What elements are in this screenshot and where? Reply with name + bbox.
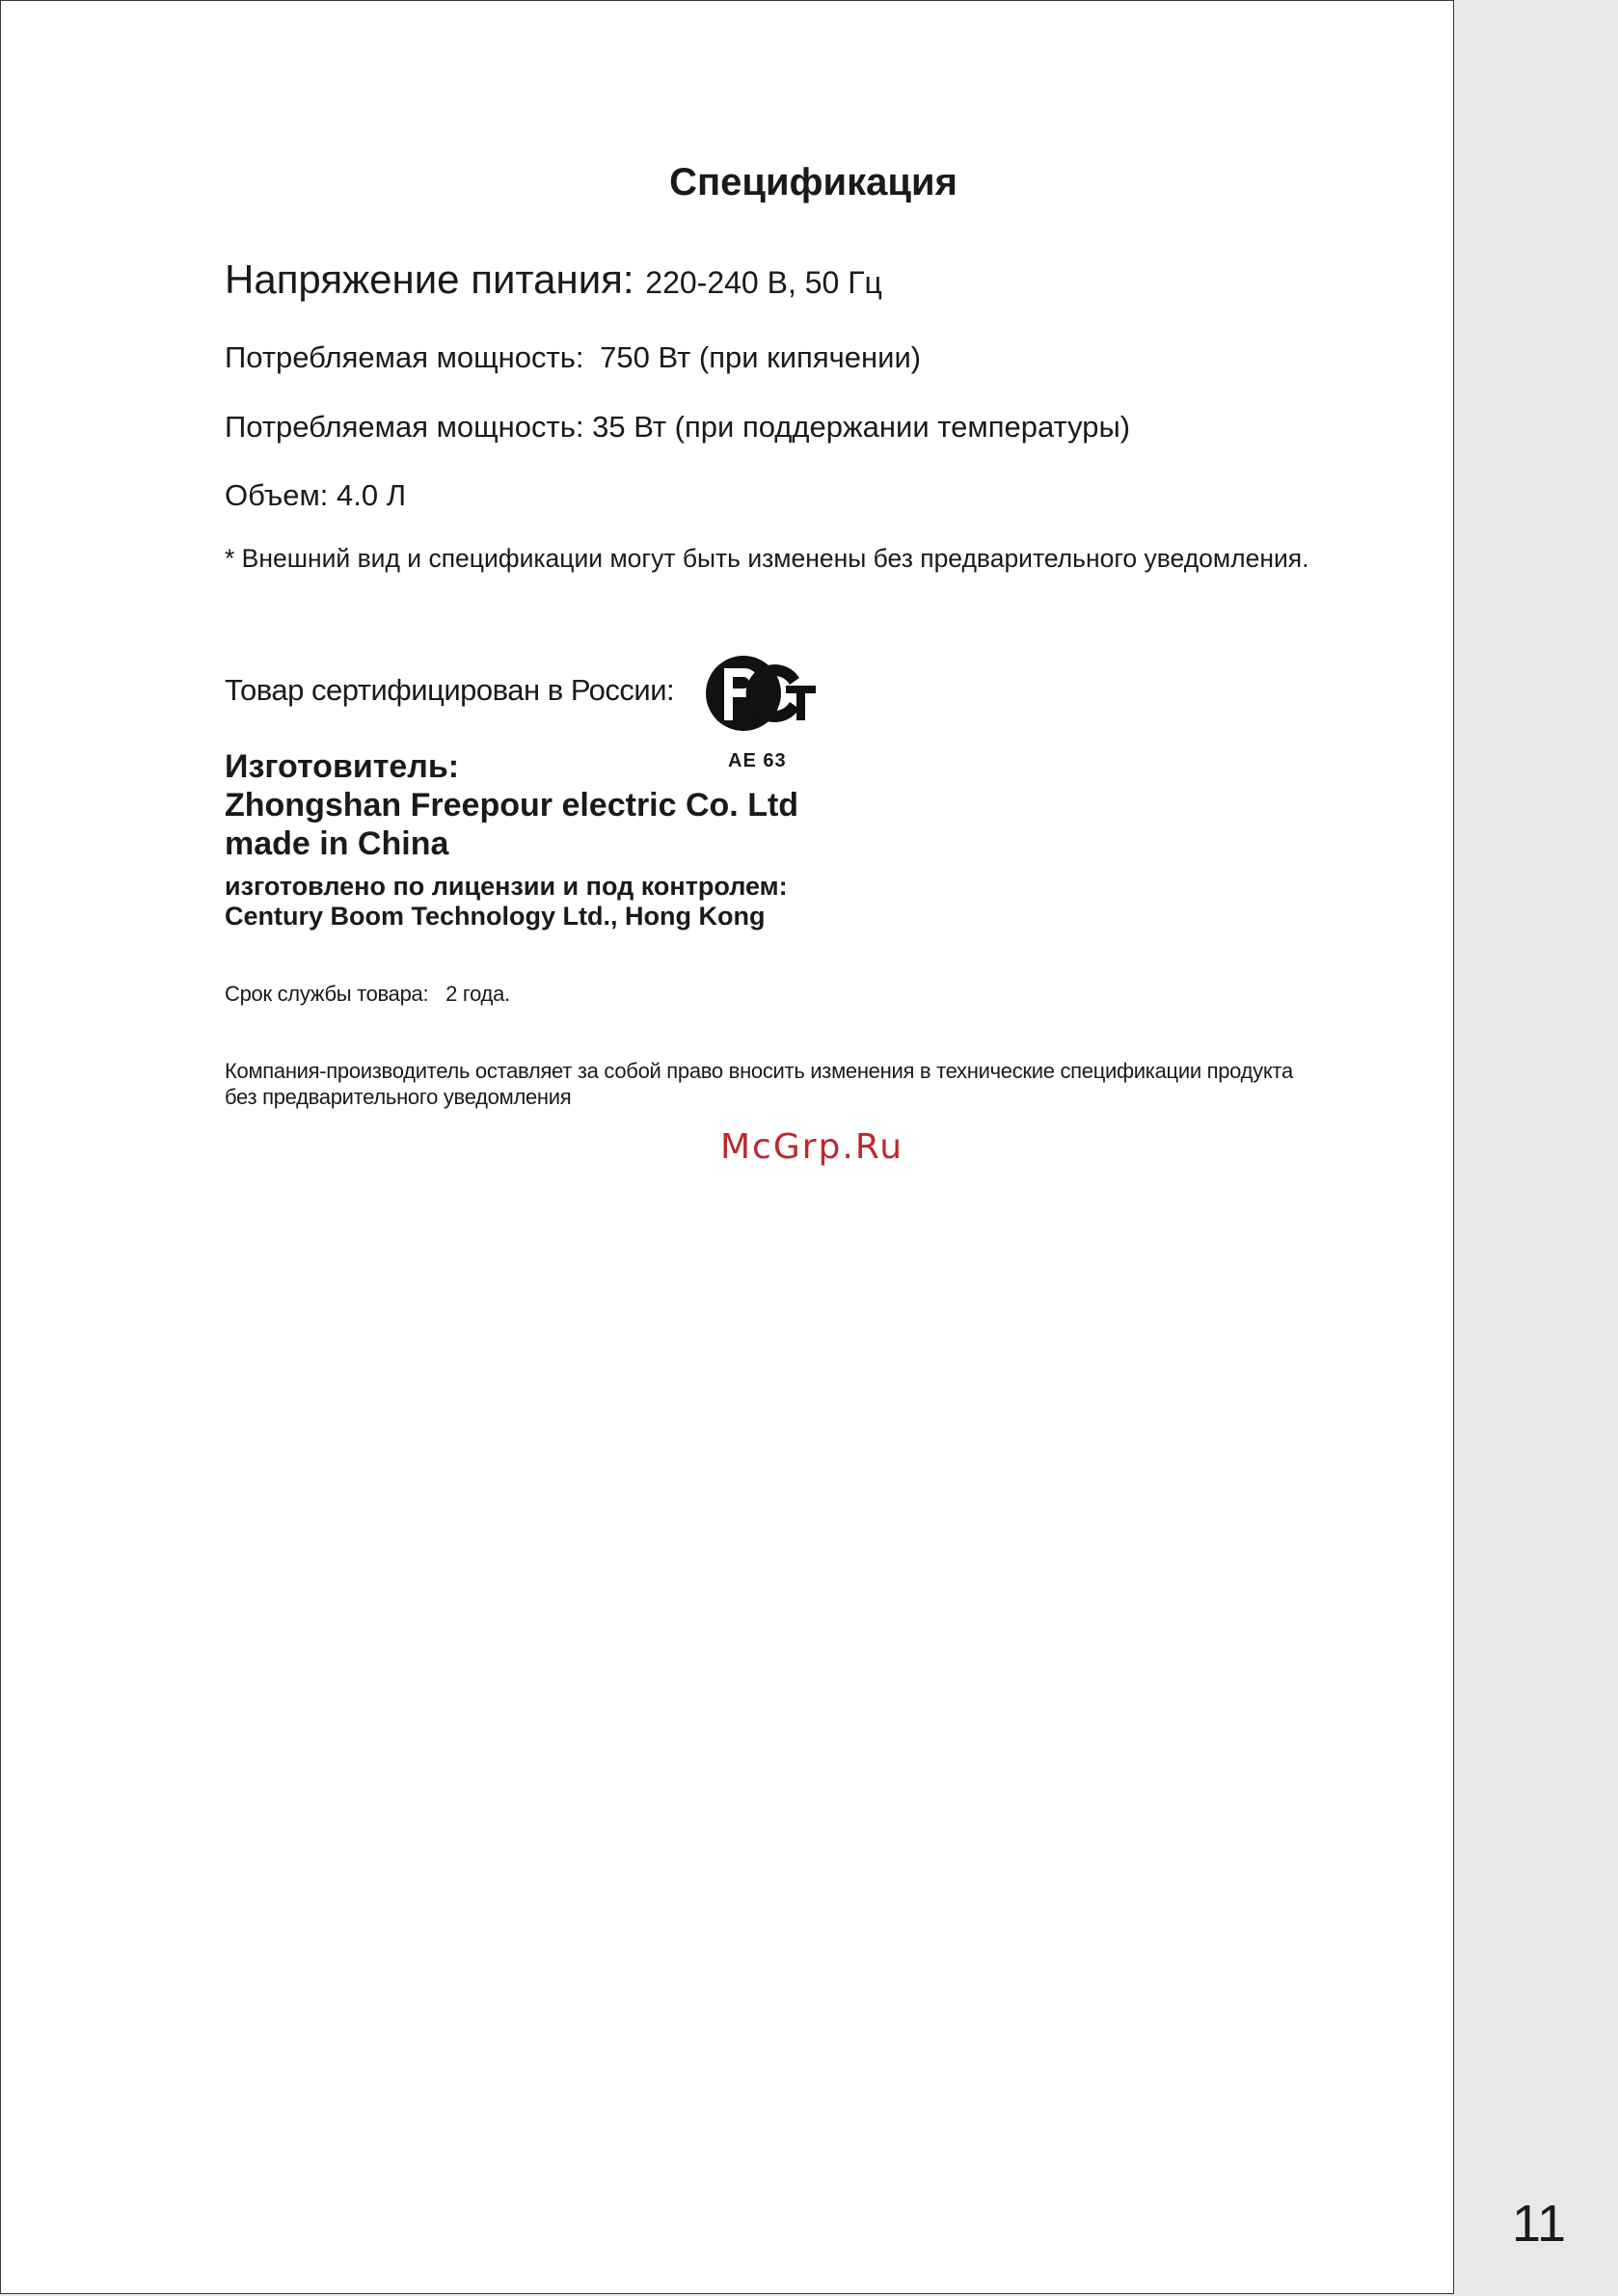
spec-power-keep-label: Потребляемая мощность:	[225, 410, 584, 444]
watermark: McGrp.Ru	[720, 1127, 904, 1167]
spec-voltage-label: Напряжение питания:	[225, 257, 634, 302]
manufacturer-heading: Изготовитель:	[225, 748, 460, 785]
disclaimer-line-1: Компания-производитель оставляет за собой право вносить изменения в технические спецификации продукта	[225, 1059, 1293, 1083]
spec-power-boil-value: 750 Вт (при кипячении)	[600, 340, 922, 374]
spec-note: * Внешний вид и спецификации могут быть изменены без предварительного уведомления.	[225, 544, 1309, 573]
service-life-value: 2 года.	[445, 982, 510, 1006]
spec-voltage	[225, 257, 882, 303]
page-number: 11	[1512, 2195, 1567, 2253]
side-margin-strip	[1454, 0, 1618, 2296]
spec-volume	[225, 478, 406, 513]
spec-power-boil-label: Потребляемая мощность:	[225, 340, 584, 374]
licensor-name: Century Boom Technology Ltd., Hong Kong	[225, 902, 766, 931]
disclaimer-line-2: без предварительного уведомления	[225, 1085, 572, 1109]
license-label: изготовлено по лицензии и под контролем:	[225, 872, 788, 901]
spec-voltage-value: 220-240 В, 50 Гц	[645, 265, 882, 300]
certification-code: АЕ 63	[728, 750, 787, 771]
manufacturer-origin: made in China	[225, 825, 449, 862]
page-title: Спецификация	[669, 161, 957, 203]
spec-volume-value: 4.0 Л	[337, 478, 407, 512]
spec-power-keep-value: 35 Вт (при поддержании температуры)	[592, 410, 1131, 444]
manufacturer-name: Zhongshan Freepour electric Co. Ltd	[225, 787, 799, 824]
spec-power-boil	[225, 340, 921, 375]
spec-power-keep	[225, 410, 1130, 445]
spec-volume-label: Объем:	[225, 478, 329, 512]
service-life	[225, 982, 510, 1007]
certification-label: Товар сертифицирован в России:	[225, 673, 675, 707]
rst-certification-mark-icon	[705, 649, 816, 738]
service-life-label: Срок службы товара:	[225, 982, 429, 1006]
